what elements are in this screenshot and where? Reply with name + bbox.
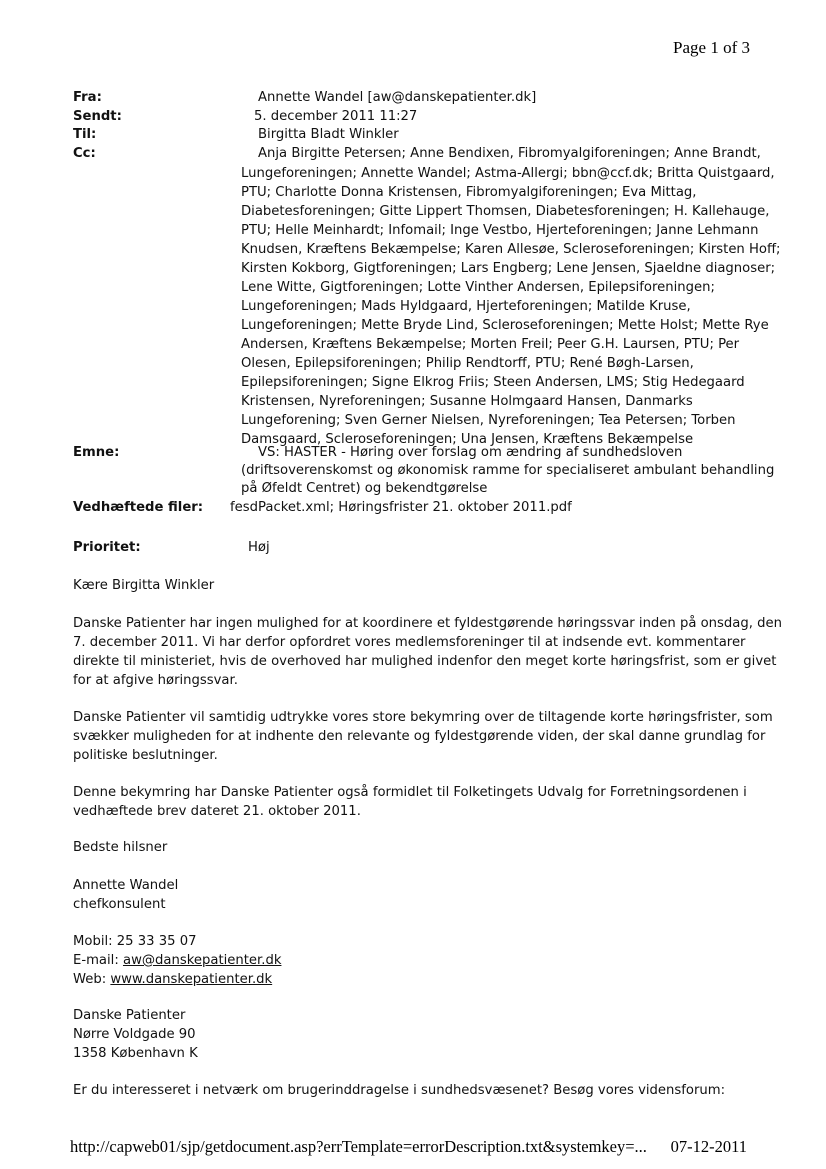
paragraph-line: Danske Patienter vil samtidig udtrykke vores store bekymring over de tiltagende korte høringsfrister, som [73,710,773,725]
footer-url: http://capweb01/sjp/getdocument.asp?errTemplate=errorDescription.txt&systemkey=... [70,1137,647,1156]
cc-line: Lungeforeningen; Mette Bryde Lind, Scleroseforeningen; Mette Holst; Mette Rye [241,318,769,333]
sender-name: Annette Wandel [73,878,179,893]
cc-line: Lungeforeningen; Annette Wandel; Astma-Allergi; bbn@ccf.dk; Britta Quistgaard, [241,166,775,181]
mobile-line: Mobil: 25 33 35 07 [73,934,197,949]
signature [73,876,178,914]
sender-title: chefkonsulent [73,897,166,912]
sent-label: Sendt: [73,109,122,124]
paragraph-line: direkte til ministeriet, hvis de overhoved har mulighed indenfor den meget korte høringsfrist, som er givet [73,654,777,669]
sent-value: 5. december 2011 11:27 [254,109,418,124]
paragraph-line: Denne bekymring har Danske Patienter også formidlet til Folketingets Udvalg for Forretningsordenen i [73,785,747,800]
paragraph-line: 7. december 2011. Vi har derfor opfordret vores medlemsforeninger til at indsende evt. kommentarer [73,635,746,650]
from-label: Fra: [73,90,102,105]
cc-line: Lene Witte, Gigtforeningen; Lotte Vinther Andersen, Epilepsiforeningen; [241,280,715,295]
subject-line: (driftsoverenskomst og økonomisk ramme for specialiseret ambulant behandling [241,463,775,478]
subject-continuation [241,462,774,497]
cc-label: Cc: [73,146,96,161]
cc-line: Damsgaard, Scleroseforeningen; Una Jensen, Kræftens Bekæmpelse [241,432,694,447]
web-line [73,970,281,989]
org-name: Danske Patienter [73,1008,186,1023]
from-value: Annette Wandel [aw@danskepatienter.dk] [258,90,537,105]
paragraph-line: politiske beslutninger. [73,748,218,763]
page-indicator: Page 1 of 3 [673,38,750,57]
organization-address [73,1006,198,1063]
priority-label: Prioritet: [73,540,141,555]
paragraph-2 [73,708,773,765]
paragraph-1 [73,614,782,690]
cc-recipient-list [241,164,781,449]
cc-line: Lungeforeningen; Mads Hyldgaard, Hjerteforeningen; Matilde Kruse, [241,299,691,314]
email-line [73,951,281,970]
attachments-value[interactable]: fesdPacket.xml; Høringsfrister 21. oktober 2011.pdf [230,500,572,515]
cc-line: Andersen, Kræftens Bekæmpelse; Morten Freil; Peer G.H. Laursen, PTU; Per [241,337,740,352]
web-link[interactable]: www.danskepatienter.dk [110,972,273,987]
closing: Bedste hilsner [73,840,168,855]
paragraph-3 [73,783,747,821]
subject-label: Emne: [73,445,120,460]
org-city: 1358 København K [73,1046,198,1061]
cc-line: Kristensen, Nyreforeningen; Susanne Holmgaard Hansen, Danmarks [241,394,693,409]
priority-value: Høj [248,540,270,555]
forum-invite: Er du interesseret i netværk om brugerinddragelse i sundhedsvæsenet? Besøg vores vidensforum: [73,1083,726,1098]
cc-line: PTU; Helle Meinhardt; Infomail; Inge Vestbo, Hjerteforeningen; Janne Lehmann [241,223,759,238]
email-link[interactable]: aw@danskepatienter.dk [122,953,282,968]
contact-info [73,932,281,989]
cc-first-line: Anja Birgitte Petersen; Anne Bendixen, Fibromyalgiforeningen; Anne Brandt, [258,146,761,161]
cc-line: Diabetesforeningen; Gitte Lippert Thomsen, Diabetesforeningen; H. Kallehauge, [241,204,770,219]
subject-first-line: VS: HASTER - Høring over forslag om ændring af sundhedsloven [258,445,683,460]
footer-date: 07-12-2011 [670,1137,747,1156]
attachments-label: Vedhæftede filer: [73,500,204,515]
cc-line: Epilepsiforeningen; Signe Elkrog Friis; Steen Andersen, LMS; Stig Hedegaard [241,375,745,390]
cc-line: Olesen, Epilepsiforeningen; Philip Rendtorff, PTU; René Bøgh-Larsen, [241,356,694,371]
subject-line: på Øfeldt Centret) og bekendtgørelse [241,480,488,496]
cc-line: Knudsen, Kræftens Bekæmpelse; Karen Allesøe, Scleroseforeningen; Kirsten Hoff; [241,242,781,257]
to-label: Til: [73,127,97,142]
paragraph-line: vedhæftede brev dateret 21. oktober 2011. [73,804,361,819]
org-street: Nørre Voldgade 90 [73,1027,196,1042]
email-prefix: E-mail: [73,953,123,968]
web-prefix: Web: [73,972,111,987]
to-value: Birgitta Bladt Winkler [258,127,399,142]
greeting: Kære Birgitta Winkler [73,578,215,593]
cc-line: PTU; Charlotte Donna Kristensen, Fibromyalgiforeningen; Eva Mittag, [241,185,697,200]
cc-line: Kirsten Kokborg, Gigtforeningen; Lars Engberg; Lene Jensen, Sjaeldne diagnoser; [241,261,776,276]
paragraph-line: Danske Patienter har ingen mulighed for at koordinere et fyldestgørende høringssvar inden på onsdag, den [73,616,782,631]
cc-line: Lungeforening; Sven Gerner Nielsen, Nyreforeningen; Tea Petersen; Torben [241,413,736,428]
paragraph-line: for at afgive høringssvar. [73,673,238,688]
paragraph-line: svækker muligheden for at indhente den relevante og fyldestgørende viden, der skal danne grundlag for [73,729,766,744]
